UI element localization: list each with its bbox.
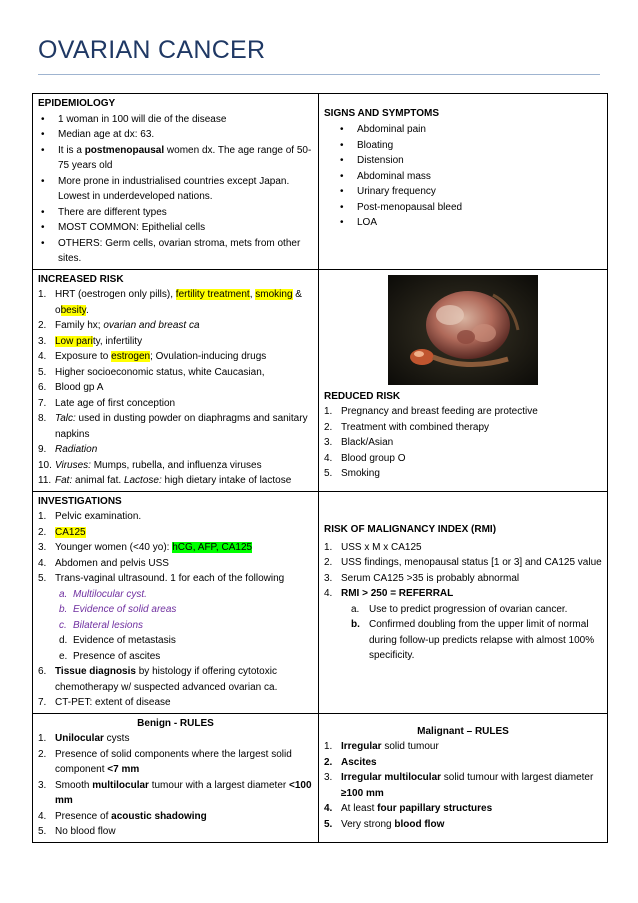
list-item: 7. CT-PET: extent of disease bbox=[38, 697, 171, 708]
signs-cell bbox=[319, 94, 608, 270]
epidemiology-heading: EPIDEMIOLOGY bbox=[38, 98, 116, 109]
list-item: a. Use to predict progression of ovarian cancer. bbox=[351, 603, 568, 615]
title-underline bbox=[38, 74, 600, 75]
list-item: • Abdominal pain bbox=[324, 122, 602, 138]
list-item: a. Multilocular cyst. bbox=[59, 588, 147, 600]
list-item: 2. Ascites bbox=[324, 756, 377, 768]
list-item: 3. Serum CA125 >35 is probably abnormal bbox=[324, 572, 520, 584]
reduced-risk-heading: REDUCED RISK bbox=[324, 390, 401, 402]
list-item: • LOA bbox=[324, 215, 602, 231]
list-item: • Post-menopausal bleed bbox=[324, 200, 602, 216]
list-item: • More prone in industrialised countries except Japan. Lowest in underdeveloped nations. bbox=[38, 174, 313, 205]
list-item: • 1 woman in 100 will die of the disease bbox=[38, 112, 313, 128]
list-item: • Urinary frequency bbox=[324, 184, 602, 200]
list-item: • There are different types bbox=[38, 205, 313, 221]
epidemiology-cell bbox=[33, 94, 319, 270]
list-item: 2. Family hx; ovarian and breast ca bbox=[38, 320, 200, 331]
benign-list bbox=[38, 731, 313, 840]
list-item: • Median age at dx: 63. bbox=[38, 127, 313, 143]
reduced-risk-cell bbox=[319, 269, 608, 491]
row-rules bbox=[33, 713, 608, 842]
list-item: 9. Radiation bbox=[38, 444, 98, 455]
investigations-list bbox=[38, 509, 313, 711]
list-item: 3. Younger women (<40 yo): hCG, AFP, CA125 bbox=[38, 542, 253, 553]
list-item: 2. USS findings, menopausal status [1 or 3] and CA125 value bbox=[324, 557, 602, 569]
list-item: 4. Blood group O bbox=[324, 452, 406, 464]
row-investigations bbox=[33, 491, 608, 713]
list-item: c. Bilateral lesions bbox=[59, 619, 144, 631]
list-item: b. Confirmed doubling from the upper limit of normal during follow-up predicts relapse with almost 100% specificity. bbox=[351, 619, 595, 662]
list-item: 1. Pelvic examination. bbox=[38, 511, 142, 522]
list-item: 1. USS x M x CA125 bbox=[324, 541, 422, 553]
list-item: • OTHERS: Germ cells, ovarian stroma, mets from other sites. bbox=[38, 236, 313, 267]
list-item: 4. At least four papillary structures bbox=[324, 803, 493, 814]
row-epidemiology bbox=[33, 94, 608, 270]
list-item: e. Presence of ascites bbox=[59, 650, 161, 662]
list-item: 6. Tissue diagnosis by histology if offering cytotoxic chemotherapy w/ suspected advanced ovarian ca. bbox=[38, 666, 278, 693]
list-item: 3. Smooth multilocular tumour with a largest diameter <100 mm bbox=[38, 779, 312, 806]
increased-risk-cell bbox=[33, 269, 319, 491]
rmi-cell bbox=[319, 491, 608, 713]
list-item: 3. Black/Asian bbox=[324, 437, 394, 448]
page-title: OVARIAN CANCER bbox=[38, 36, 266, 64]
list-item: 4. Abdomen and pelvis USS bbox=[38, 557, 169, 569]
list-item: 4. Presence of acoustic shadowing bbox=[38, 810, 207, 822]
signs-heading: SIGNS AND SYMPTOMS bbox=[324, 107, 440, 119]
list-item: • MOST COMMON: Epithelial cells bbox=[38, 220, 313, 236]
list-item: 6. Blood gp A bbox=[38, 382, 104, 393]
rmi-heading: RISK OF MALIGNANCY INDEX (RMI) bbox=[324, 524, 497, 536]
rmi-list bbox=[324, 540, 602, 664]
rmi-sublist bbox=[341, 602, 602, 664]
malignant-list bbox=[324, 739, 602, 832]
signs-list bbox=[324, 122, 602, 231]
list-item: 1. Irregular solid tumour bbox=[324, 741, 439, 752]
investigations-heading: INVESTIGATIONS bbox=[38, 495, 122, 507]
list-item: 3. Low parity, infertility bbox=[38, 335, 143, 347]
list-item: 5. Smoking bbox=[324, 468, 380, 479]
investigations-cell bbox=[33, 491, 319, 713]
list-item: 2. CA125 bbox=[38, 526, 86, 538]
list-item: d. Evidence of metastasis bbox=[59, 635, 176, 646]
tvus-sublist bbox=[55, 587, 313, 665]
list-item: 1. HRT (oestrogen only pills), fertility treatment, smoking & obesity. bbox=[38, 289, 302, 316]
row-risk bbox=[33, 269, 608, 491]
epidemiology-list bbox=[38, 112, 313, 267]
list-item: • Bloating bbox=[324, 138, 602, 154]
content-table bbox=[32, 93, 608, 843]
increased-risk-heading: INCREASED RISK bbox=[38, 273, 124, 285]
list-item: • Abdominal mass bbox=[324, 169, 602, 185]
list-item: 1. Pregnancy and breast feeding are protective bbox=[324, 406, 538, 417]
increased-risk-list bbox=[38, 287, 313, 489]
list-item: 5. Very strong blood flow bbox=[324, 818, 445, 830]
list-item: 8. Talc: used in dusting powder on diaphragms and sanitary napkins bbox=[38, 413, 308, 440]
list-item: 2. Treatment with combined therapy bbox=[324, 421, 490, 433]
list-item: 5. No blood flow bbox=[38, 826, 116, 837]
benign-heading: Benign - RULES bbox=[137, 717, 214, 729]
tumour-photo-icon bbox=[388, 275, 538, 385]
list-item: • Distension bbox=[324, 153, 602, 169]
list-item: 10. Viruses: Mumps, rubella, and influenza viruses bbox=[38, 459, 262, 471]
list-item: 11. Fat: animal fat. Lactose: high dietary intake of lactose bbox=[38, 475, 292, 486]
list-item: 4. RMI > 250 = REFERRAL a. Use to predict progression of ovarian cancer. b. Confirmed doubling from the upper limit of normal during follow-up predicts relapse with almost 100% specificity. bbox=[324, 586, 602, 664]
list-item: • It is a postmenopausal women dx. The age range of 50-75 years old bbox=[38, 143, 313, 174]
list-item: 4. Exposure to estrogen; Ovulation-inducing drugs bbox=[38, 351, 267, 362]
list-item: 1. Unilocular cysts bbox=[38, 733, 130, 744]
benign-cell bbox=[33, 713, 319, 842]
malignant-cell bbox=[319, 713, 608, 842]
reduced-risk-list bbox=[324, 404, 602, 482]
list-item: 5. Trans-vaginal ultrasound. 1 for each of the following a. Multilocular cyst. b. Evidence of solid areas c. Bilateral lesions d. Evidence of metastasis e. Presence of ascites bbox=[38, 571, 313, 664]
list-item: b. Evidence of solid areas bbox=[59, 604, 177, 615]
list-item: 2. Presence of solid components where the largest solid component <7 mm bbox=[38, 748, 292, 775]
malignant-heading: Malignant – RULES bbox=[417, 725, 509, 737]
list-item: 5. Higher socioeconomic status, white Caucasian, bbox=[38, 366, 265, 378]
list-item: 3. Irregular multilocular solid tumour with largest diameter ≥100 mm bbox=[324, 772, 594, 799]
list-item: 7. Late age of first conception bbox=[38, 397, 176, 409]
